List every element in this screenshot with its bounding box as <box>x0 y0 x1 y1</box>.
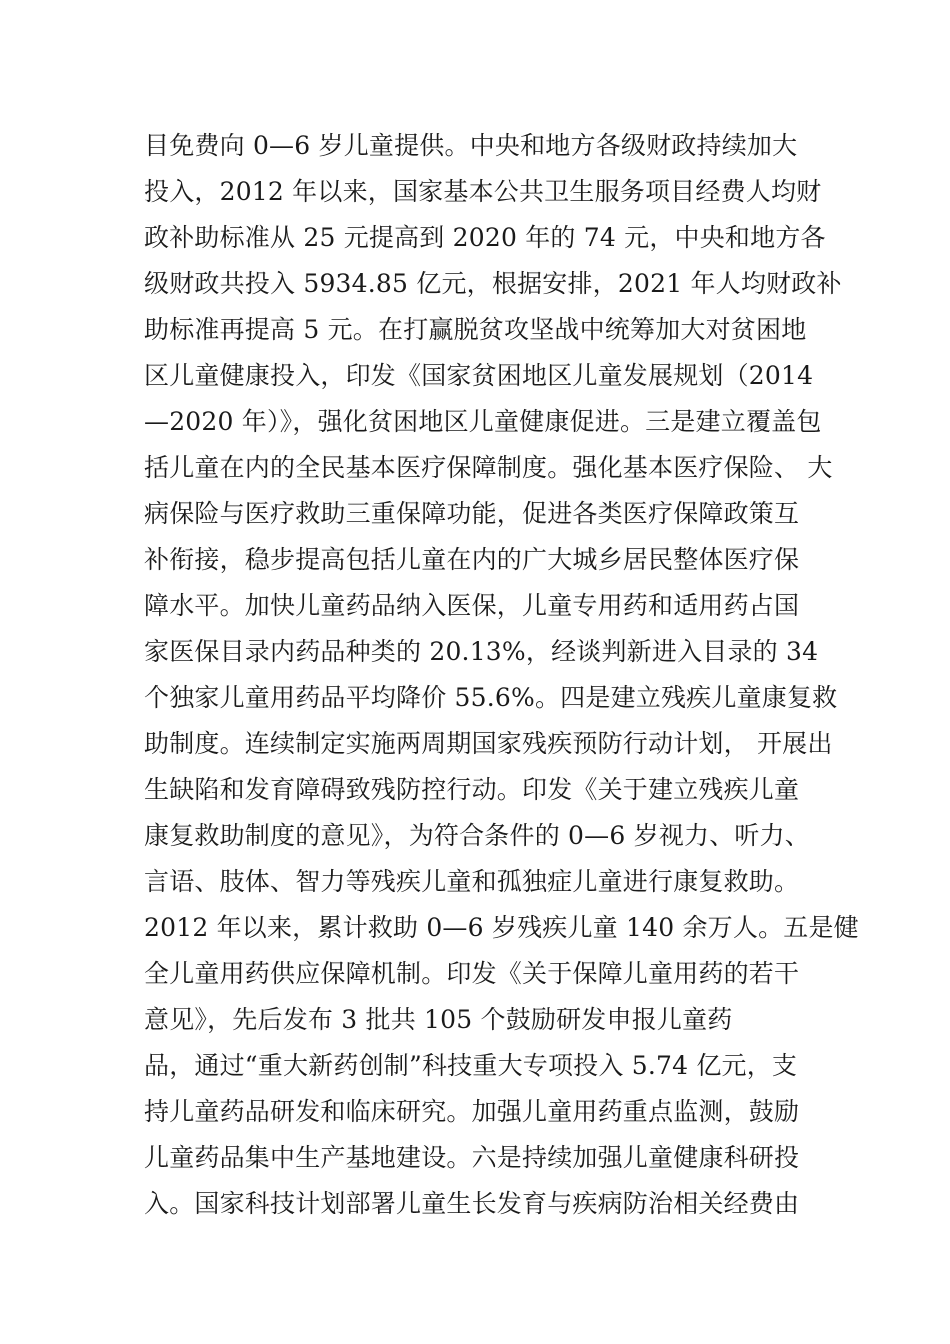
text-line: 括儿童在内的全民基本医疗保障制度。强化基本医疗保险、 大 <box>144 453 833 482</box>
text-line: 康复救助制度的意见》，为符合条件的 0—6 岁视力、听力、 <box>144 821 811 850</box>
text-line: 障水平。加快儿童药品纳入医保，儿童专用药和适用药占国 <box>144 591 800 620</box>
text-line: 品，通过“重大新药创制”科技重大专项投入 5.74 亿元，支 <box>144 1051 798 1080</box>
text-line: 补衔接，稳步提高包括儿童在内的广大城乡居民整体医疗保 <box>144 545 800 574</box>
text-line: 家医保目录内药品种类的 20.13%，经谈判新进入目录的 34 <box>144 637 819 666</box>
text-line: 入。国家科技计划部署儿童生长发育与疾病防治相关经费由 <box>144 1189 800 1218</box>
text-line: 助制度。连续制定实施两周期国家残疾预防行动计划， 开展出 <box>144 729 833 758</box>
text-line: 级财政共投入 5934.85 亿元，根据安排，2021 年人均财政补 <box>144 269 842 298</box>
text-line: 持儿童药品研发和临床研究。加强儿童用药重点监测，鼓励 <box>144 1097 800 1126</box>
text-line: —2020 年）》，强化贫困地区儿童健康促进。三是建立覆盖包 <box>144 407 822 436</box>
text-line: 病保险与医疗救助三重保障功能，促进各类医疗保障政策互 <box>144 499 800 528</box>
text-line: 政补助标准从 25 元提高到 2020 年的 74 元，中央和地方各 <box>144 223 826 252</box>
text-line: 意见》，先后发布 3 批共 105 个鼓励研发申报儿童药 <box>144 1005 733 1034</box>
body-text <box>144 123 859 1227</box>
text-line: 投入，2012 年以来，国家基本公共卫生服务项目经费人均财 <box>144 177 822 206</box>
text-line: 全儿童用药供应保障机制。印发《关于保障儿童用药的若干 <box>144 959 800 988</box>
text-line: 生缺陷和发育障碍致残防控行动。印发《关于建立残疾儿童 <box>144 775 800 804</box>
text-line: 助标准再提高 5 元。在打赢脱贫攻坚战中统筹加大对贫困地 <box>144 315 807 344</box>
text-line: 2012 年以来，累计救助 0—6 岁残疾儿童 140 余万人。五是健 <box>144 913 859 942</box>
text-line: 儿童药品集中生产基地建设。六是持续加强儿童健康科研投 <box>144 1143 800 1172</box>
text-line: 目免费向 0—6 岁儿童提供。中央和地方各级财政持续加大 <box>144 131 798 160</box>
text-line: 区儿童健康投入，印发《国家贫困地区儿童发展规划（2014 <box>144 361 814 390</box>
text-line: 个独家儿童用药品平均降价 55.6%。四是建立残疾儿童康复救 <box>144 683 838 712</box>
text-line: 言语、肢体、智力等残疾儿童和孤独症儿童进行康复救助。 <box>144 867 800 896</box>
